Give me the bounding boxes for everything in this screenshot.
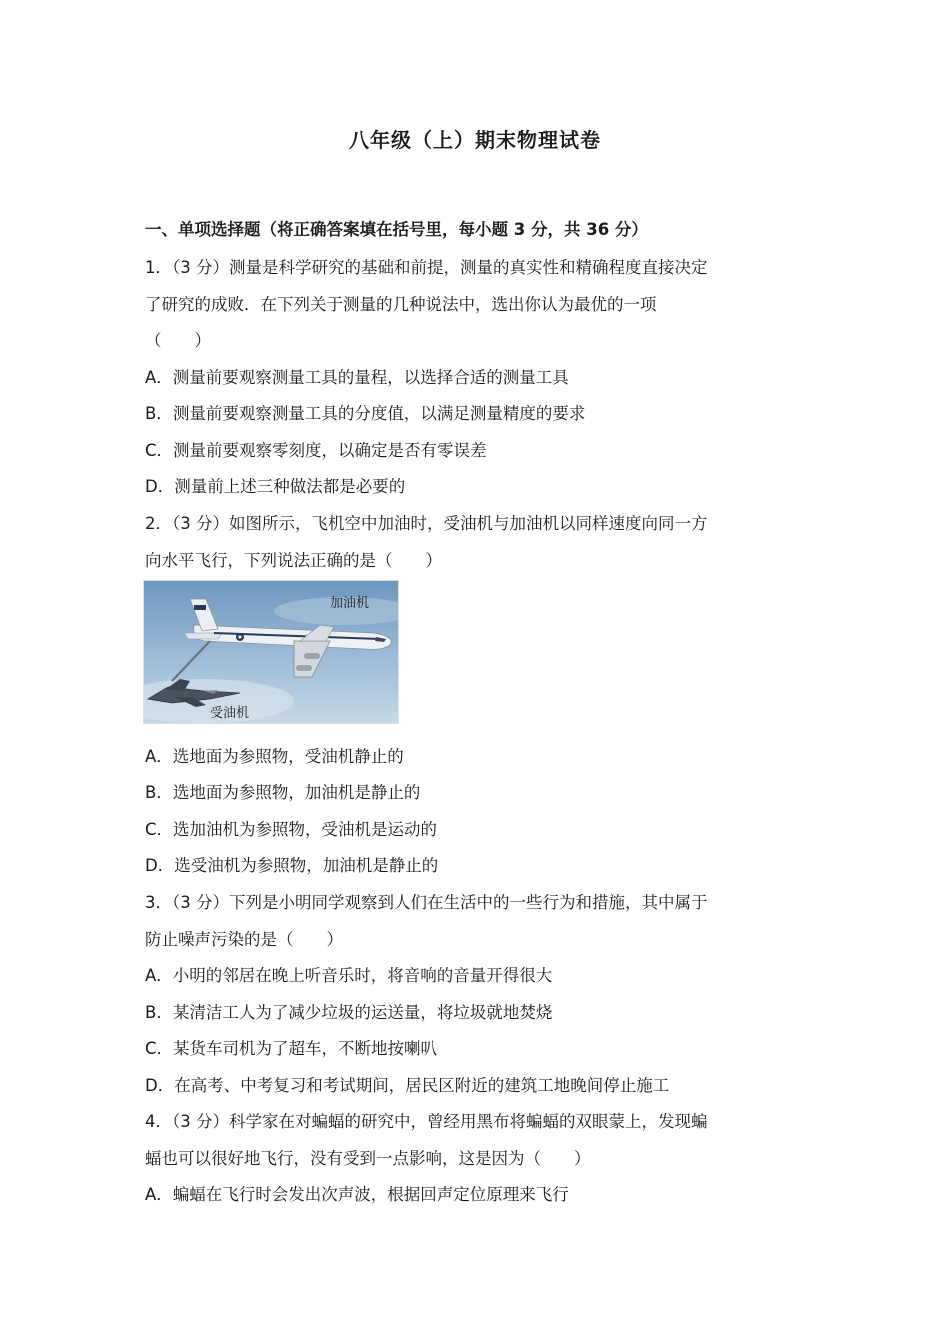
q4-stem-line-1: 4．（3 分）科学家在对蝙蝠的研究中，曾经用黑布将蝙蝠的双眼蒙上，发现蝙 (145, 1112, 708, 1131)
q3-stem-line-1: 3．（3 分）下列是小明同学观察到人们在生活中的一些行为和措施，其中属于 (145, 893, 708, 912)
tanker-label: 加油机 (330, 596, 370, 611)
q2-stem-line-2: 向水平飞行，下列说法正确的是（ ） (145, 551, 442, 570)
q2-option-a: A．选地面为参照物，受油机静止的 (145, 747, 404, 766)
q1-option-c: C．测量前要观察零刻度，以确定是否有零误差 (145, 441, 487, 460)
q3-option-d: D．在高考、中考复习和考试期间，居民区附近的建筑工地晚间停止施工 (145, 1076, 670, 1095)
q1-stem-line-1: 1．（3 分）测量是科学研究的基础和前提，测量的真实性和精确程度直接决定 (145, 258, 708, 277)
q2-option-c: C．选加油机为参照物，受油机是运动的 (145, 820, 438, 839)
receiver-label: 受油机 (210, 706, 250, 721)
q1-stem-line-2: 了研究的成败．在下列关于测量的几种说法中，选出你认为最优的一项 (145, 295, 657, 314)
q3-option-a: A．小明的邻居在晚上听音乐时，将音响的音量开得很大 (145, 966, 553, 985)
q2-stem-line-1: 2．（3 分）如图所示，飞机空中加油时，受油机与加油机以同样速度向同一方 (145, 514, 708, 533)
q3-option-b: B．某清洁工人为了减少垃圾的运送量，将垃圾就地焚烧 (145, 1003, 553, 1022)
q1-option-a: A．测量前要观察测量工具的量程，以选择合适的测量工具 (145, 368, 569, 387)
q4-option-a: A．蝙蝠在飞行时会发出次声波，根据回声定位原理来飞行 (145, 1185, 569, 1204)
refueling-figure (143, 580, 399, 724)
q1-option-d: D．测量前上述三种做法都是必要的 (145, 477, 406, 496)
q1-option-b: B．测量前要观察测量工具的分度值，以满足测量精度的要求 (145, 404, 586, 423)
q1-stem-line-3: （ ） (145, 331, 211, 350)
q4-stem-line-2: 蝠也可以很好地飞行，没有受到一点影响，这是因为（ ） (145, 1149, 591, 1168)
q3-option-c: C．某货车司机为了超车，不断地按喇叭 (145, 1039, 438, 1058)
q2-option-d: D．选受油机为参照物，加油机是静止的 (145, 856, 439, 875)
q3-stem-line-2: 防止噪声污染的是（ ） (145, 930, 343, 949)
q2-option-b: B．选地面为参照物，加油机是静止的 (145, 783, 421, 802)
page-title: 八年级（上）期末物理试卷 (349, 128, 601, 152)
section-heading: 一、单项选择题（将正确答案填在括号里，每小题 3 分，共 36 分） (145, 220, 648, 239)
